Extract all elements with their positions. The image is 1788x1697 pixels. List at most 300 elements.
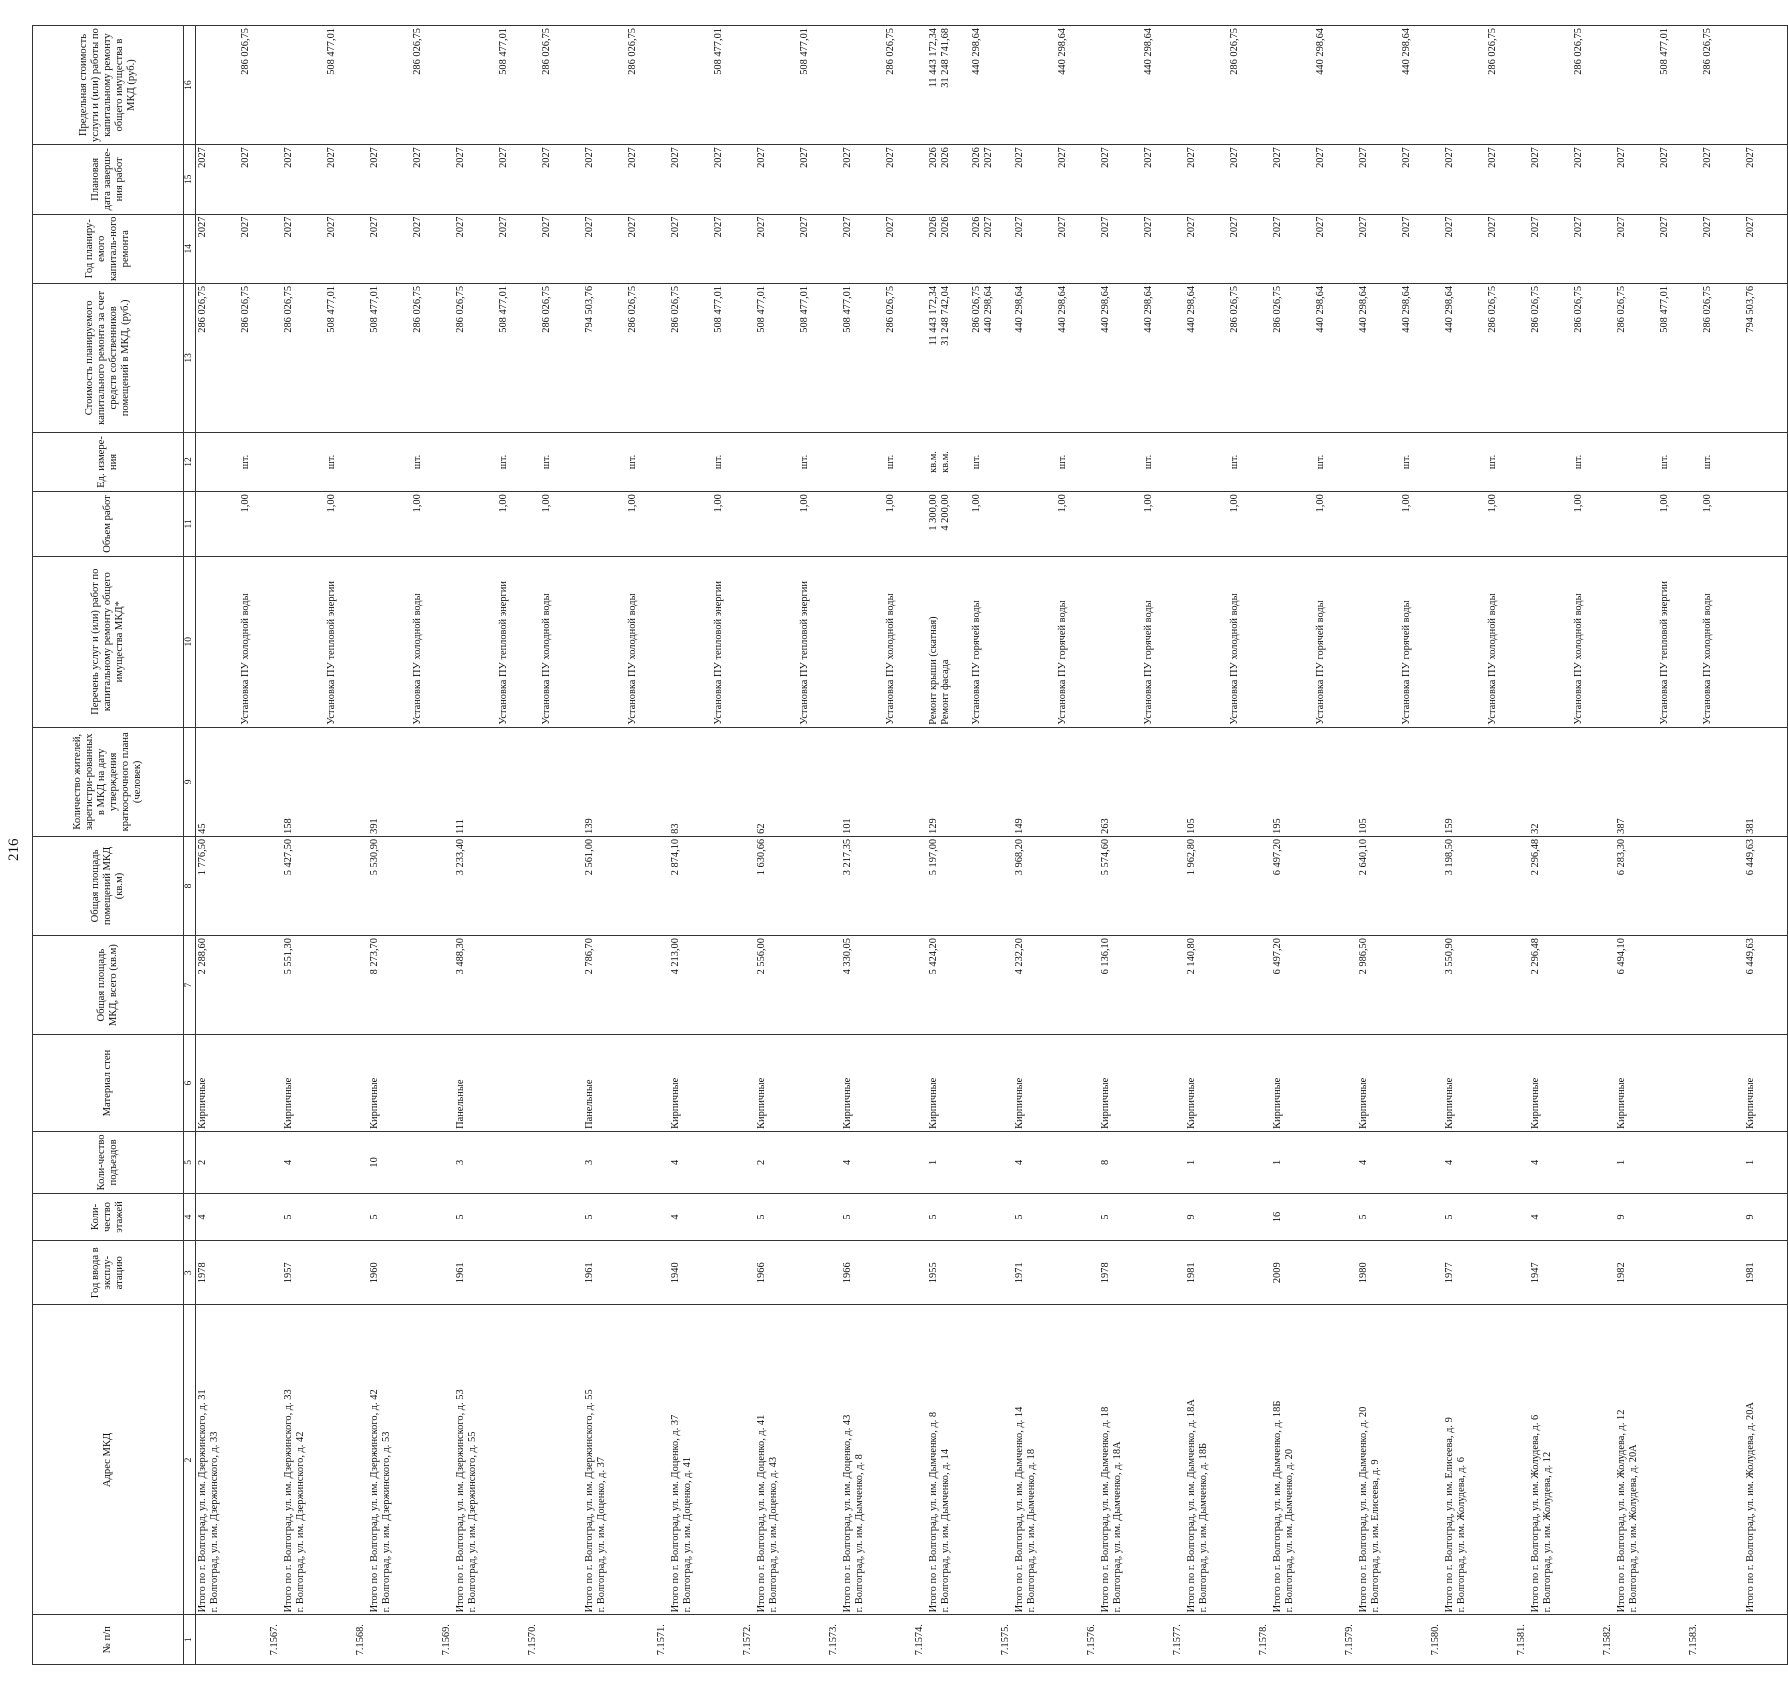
work-type [1228,556,1271,727]
cell-line: 440 298,64 [1057,28,1068,75]
table-row [1142,26,1185,1665]
cell-line: г. Волгоград, ул. им. Дымченко, д. 8 [853,1454,865,1613]
cell-line: 5 [1444,1214,1455,1220]
planned-cost [970,283,1013,432]
unit [1013,432,1056,492]
residents-count [1357,727,1400,836]
end-year [669,145,712,214]
total-area [970,936,1013,1035]
residents-count [884,727,927,836]
floors-count [626,1193,669,1240]
cell-line: 794 503,76 [584,285,595,333]
address-cell [1228,1305,1271,1615]
floors-count [1701,1193,1744,1240]
wall-material [282,1035,325,1132]
cell-line: 2027 [713,216,724,238]
year-built [1228,1241,1271,1305]
residents-count [841,727,884,836]
floors-count [540,1193,583,1240]
end-year [497,145,540,214]
work-volume [454,492,497,556]
cell-line: 1,00 [627,494,638,513]
year-built [1486,1241,1529,1305]
planned-year [196,214,240,283]
cost-limit [1314,26,1357,145]
cell-line: 1978 [197,1262,208,1284]
cell-line: 7.1569. [441,1624,453,1656]
floors-count [1142,1193,1185,1240]
cell-line: 7.1576. [1086,1624,1098,1656]
cell-line: 1,00 [713,494,724,513]
cell-line: 2 786,70 [584,938,595,975]
cell-line: шт. [971,454,982,470]
address-cell [798,1305,841,1615]
cell-line: 508 477,01 [1659,285,1670,333]
entrances-count [1099,1131,1142,1193]
cost-limit [1658,26,1701,145]
end-year [626,145,669,214]
year-built [626,1241,669,1305]
work-volume [755,492,798,556]
column-header-8: Общая площадь помещений МКД (кв.м) [33,836,184,935]
row-number [583,1615,626,1665]
cell-line: 5 574,60 [1100,838,1111,876]
cell-line: 2027 [1272,147,1283,168]
unit [841,432,884,492]
cell-line: Установка ПУ тепловой энергии [326,581,337,725]
cell-line: 2027 [1401,216,1412,238]
entrances-count [1142,1131,1185,1193]
cell-line: 1,00 [1229,494,1240,513]
end-year [841,145,884,214]
planned-cost [1271,283,1314,432]
cell-line: 2027 [1186,147,1197,168]
cell-line: 2027 [670,147,681,168]
planned-cost [411,283,454,432]
address-cell [325,1305,368,1615]
cell-line: 5 424,20 [928,938,939,975]
planned-year [411,214,454,283]
wall-material [1486,1035,1529,1132]
cost-limit [540,26,583,145]
cell-line: 2027 [627,216,638,238]
cell-line: Итого по г. Волгоград, ул. им. Доценко, д. 37 [670,1414,681,1613]
unit [970,432,1013,492]
planned-cost [626,283,669,432]
cell-line: 1,00 [412,494,423,513]
residents-count [368,727,411,836]
planned-year [884,214,927,283]
entrances-count [1400,1131,1443,1193]
work-volume [1099,492,1142,556]
cell-line: Итого по г. Волгоград, ул. им. Доценко, д. 43 [842,1414,853,1613]
column-header-5: Коли-чество подъездов [33,1131,184,1193]
end-year [1529,145,1572,214]
cell-line: 2027 [982,216,994,238]
total-area [798,936,841,1035]
work-type [454,556,497,727]
row-number [196,1615,240,1665]
cell-line: 31 248 742,04 [939,285,951,346]
end-year [411,145,454,214]
year-built [1443,1241,1486,1305]
cell-line: 2027 [1487,147,1498,168]
cell-line: 5 [756,1214,767,1220]
work-type [1099,556,1142,727]
cell-line: 2027 [1358,216,1369,238]
cost-limit [282,26,325,145]
column-header-6: Материал стен [33,1035,184,1132]
cell-line: 286 026,75 [1573,28,1584,75]
planned-year [1099,214,1142,283]
cell-line: 2027 [1143,216,1154,238]
end-year [1486,145,1529,214]
row-number [1142,1615,1185,1665]
cell-line: 1,00 [1315,494,1326,513]
cell-line: 5 [584,1214,595,1220]
row-number [927,1615,970,1665]
column-header-3: Год ввода в эксплу-атацию [33,1241,184,1305]
unit [927,432,970,492]
cell-line: 1977 [1444,1262,1455,1284]
table-row [798,26,841,1665]
wall-material [1572,1035,1615,1132]
cell-line: Установка ПУ горячей воды [971,600,982,725]
year-built [454,1241,497,1305]
work-type [669,556,712,727]
work-type [1615,556,1658,727]
cell-line: 1,00 [240,494,251,513]
planned-year [1615,214,1658,283]
entrances-count [1443,1131,1486,1193]
work-type [1658,556,1701,727]
row-number [1228,1615,1271,1665]
rooms-area [368,836,411,935]
floors-count [1314,1193,1357,1240]
table-row [1056,26,1099,1665]
address-cell [1658,1305,1701,1615]
planned-year [1529,214,1572,283]
residents-count [282,727,325,836]
cell-line: г. Волгоград, ул. им. Жолудева, д. 12 [1541,1451,1553,1613]
cell-line: Установка ПУ холодной воды [1229,593,1240,725]
work-volume [1443,492,1486,556]
entrances-count [368,1131,411,1193]
cell-line: шт. [1659,454,1670,470]
cell-line: 6 497,20 [1272,838,1283,876]
entrances-count [841,1131,884,1193]
cost-limit [927,26,970,145]
entrances-count [1357,1131,1400,1193]
column-number-7: 7 [184,936,196,1035]
row-number [798,1615,841,1665]
cell-line: 159 [1444,818,1455,834]
year-built [712,1241,755,1305]
cell-line: 2027 [756,147,767,168]
work-type [1056,556,1099,727]
cell-line: 2027 [584,216,595,238]
cell-line: 6 449,63 [1745,838,1756,876]
work-type [1529,556,1572,727]
cell-line: 286 026,75 [455,285,466,333]
column-header-4: Коли-чество этажей [33,1193,184,1240]
planned-cost [1228,283,1271,432]
cell-line: 508 477,01 [1659,28,1670,75]
wall-material [669,1035,712,1132]
table-row [755,26,798,1665]
table-row [1744,26,1788,1665]
row-number [1615,1615,1658,1665]
cell-line: 381 [1745,818,1756,834]
address-cell [1357,1305,1400,1615]
rooms-area [1744,836,1788,935]
planned-year [325,214,368,283]
cell-line: 286 026,75 [1487,28,1498,75]
planned-cost [1744,283,1788,432]
cost-limit [1013,26,1056,145]
rooms-area [411,836,454,935]
cost-limit [755,26,798,145]
floors-count [884,1193,927,1240]
cell-line: 2 296,48 [1530,938,1541,975]
planned-cost [196,283,240,432]
rooms-area [1013,836,1056,935]
cell-line: 32 [1530,823,1541,834]
total-area [454,936,497,1035]
total-area [712,936,755,1035]
cell-line: 286 026,75 [412,28,423,75]
table-row [497,26,540,1665]
floors-count [583,1193,626,1240]
cell-line: 3 488,30 [455,938,466,975]
cost-limit [1529,26,1572,145]
unit [1486,432,1529,492]
address-cell [1615,1305,1658,1615]
unit [1701,432,1744,492]
wall-material [196,1035,240,1132]
cost-limit [884,26,927,145]
column-header-10: Перечень услуг и (или) работ по капитальному ремонту общего имущества МКД* [33,556,184,727]
cost-limit [1142,26,1185,145]
residents-count [1701,727,1744,836]
row-number [540,1615,583,1665]
cell-line: 1,00 [498,494,509,513]
cell-line: Кирпичные [670,1077,681,1129]
entrances-count [1701,1131,1744,1193]
year-built [540,1241,583,1305]
total-area [1142,936,1185,1035]
row-number [454,1615,497,1665]
cell-line: 129 [928,818,939,834]
cell-line: Установка ПУ тепловой энергии [498,581,509,725]
address-cell [1314,1305,1357,1615]
rooms-area [454,836,497,935]
entrances-count [1572,1131,1615,1193]
cell-line: 2027 [885,216,896,238]
cost-limit [626,26,669,145]
cell-line: 508 477,01 [498,285,509,333]
work-volume [841,492,884,556]
planned-year [583,214,626,283]
cell-line: 440 298,64 [1315,285,1326,333]
planned-cost [755,283,798,432]
rooms-area [755,836,798,935]
unit [626,432,669,492]
wall-material [712,1035,755,1132]
cell-line: 2027 [756,216,767,238]
cell-line: 2027 [498,147,509,168]
row-number [1744,1615,1788,1665]
cell-line: Установка ПУ холодной воды [412,593,423,725]
cell-line: 2027 [1100,216,1111,238]
cell-line: 105 [1358,818,1369,834]
unit [239,432,282,492]
rooms-area [798,836,841,935]
cell-line: 11 443 172,34 [928,28,939,88]
year-built [1271,1241,1314,1305]
planned-cost [1357,283,1400,432]
cost-limit [583,26,626,145]
cost-limit [239,26,282,145]
cell-line: 440 298,64 [1143,28,1154,75]
cell-line: 2027 [1143,147,1154,168]
residents-count [196,727,240,836]
entrances-count [755,1131,798,1193]
column-number-6: 6 [184,1035,196,1132]
wall-material [1400,1035,1443,1132]
cell-line: шт. [1315,454,1326,470]
cost-limit [1701,26,1744,145]
address-cell [1056,1305,1099,1615]
wall-material [1185,1035,1228,1132]
cell-line: 508 477,01 [842,285,853,333]
cell-line: 2027 [412,216,423,238]
rooms-area [583,836,626,935]
entrances-count [454,1131,497,1193]
residents-count [1185,727,1228,836]
planned-cost [1314,283,1357,432]
cell-line: 9 [1745,1214,1756,1220]
planned-cost [497,283,540,432]
residents-count [1658,727,1701,836]
cell-line: 1 [1745,1159,1756,1166]
rooms-area [1615,836,1658,935]
rooms-area [1314,836,1357,935]
address-cell [497,1305,540,1615]
planned-year [1056,214,1099,283]
cost-limit [1486,26,1529,145]
cell-line: 2027 [584,147,595,168]
cell-line: 440 298,64 [1401,28,1412,75]
cell-line: 3 198,50 [1444,838,1455,876]
column-number-3: 3 [184,1241,196,1305]
cell-line: 5 427,50 [283,838,294,876]
row-number [1185,1615,1228,1665]
entrances-count [927,1131,970,1193]
entrances-count [1744,1131,1788,1193]
cell-line: 508 477,01 [498,28,509,75]
total-area [1443,936,1486,1035]
cell-line: 1 630,66 [756,838,767,876]
residents-count [970,727,1013,836]
work-type [1486,556,1529,727]
cell-line: Итого по г. Волгоград, ул. им. Жолудева, д. 20А [1745,1402,1756,1613]
cell-line: шт. [1229,454,1240,470]
cell-line: 2027 [713,147,724,168]
total-area [282,936,325,1035]
cell-line: Итого по г. Волгоград, ул. им. Дымченко, д. 18А [1186,1399,1197,1613]
table-row [884,26,927,1665]
total-area [497,936,540,1035]
rooms-area [1142,836,1185,935]
cell-line: Итого по г. Волгоград, ул. им. Дзержинского, д. 55 [584,1389,595,1613]
cell-line: 2027 [1702,147,1713,168]
cell-line: 2027 [670,216,681,238]
table-row [411,26,454,1665]
address-cell [755,1305,798,1615]
planned-cost [1142,283,1185,432]
work-type [411,556,454,727]
cell-line: 2027 [1702,216,1713,238]
cost-limit [1228,26,1271,145]
end-year [884,145,927,214]
cell-line: 286 026,75 [1573,285,1584,333]
cell-line: 8 273,70 [369,938,380,975]
total-area [1228,936,1271,1035]
rooms-area [1529,836,1572,935]
rooms-area [841,836,884,935]
address-cell [583,1305,626,1615]
unit [884,432,927,492]
work-volume [712,492,755,556]
cell-line: 508 477,01 [756,285,767,333]
floors-count [497,1193,540,1240]
planned-cost [1443,283,1486,432]
column-number-row [184,26,196,1665]
floors-count [239,1193,282,1240]
cell-line: 286 026,75 [627,285,638,333]
residents-count [583,727,626,836]
cell-line: 101 [842,818,853,834]
floors-count [1572,1193,1615,1240]
cell-line: 286 026,75 [1487,285,1498,333]
cell-line: 4 [842,1159,853,1166]
cell-line: 2027 [1057,147,1068,168]
cell-line: шт. [1057,454,1068,470]
rooms-area [540,836,583,935]
cell-line: 2027 [283,216,294,238]
floors-count [1744,1193,1788,1240]
planned-year [841,214,884,283]
residents-count [325,727,368,836]
end-year [196,145,240,214]
year-built [798,1241,841,1305]
table-row [1357,26,1400,1665]
year-built [1744,1241,1788,1305]
wall-material [325,1035,368,1132]
column-header-15: Плановая дата заверше-ния работ [33,145,184,214]
column-header-12: Ед. измере-ния [33,432,184,492]
entrances-count [884,1131,927,1193]
work-type [583,556,626,727]
cell-line: г. Волгоград, ул. им. Доценко, д. 37 [595,1456,607,1613]
address-cell [1443,1305,1486,1615]
cell-line: 7.1577. [1172,1624,1184,1656]
table-row [454,26,497,1665]
wall-material [1443,1035,1486,1132]
cell-line: 4 200,00 [939,494,951,531]
year-built [1314,1241,1357,1305]
